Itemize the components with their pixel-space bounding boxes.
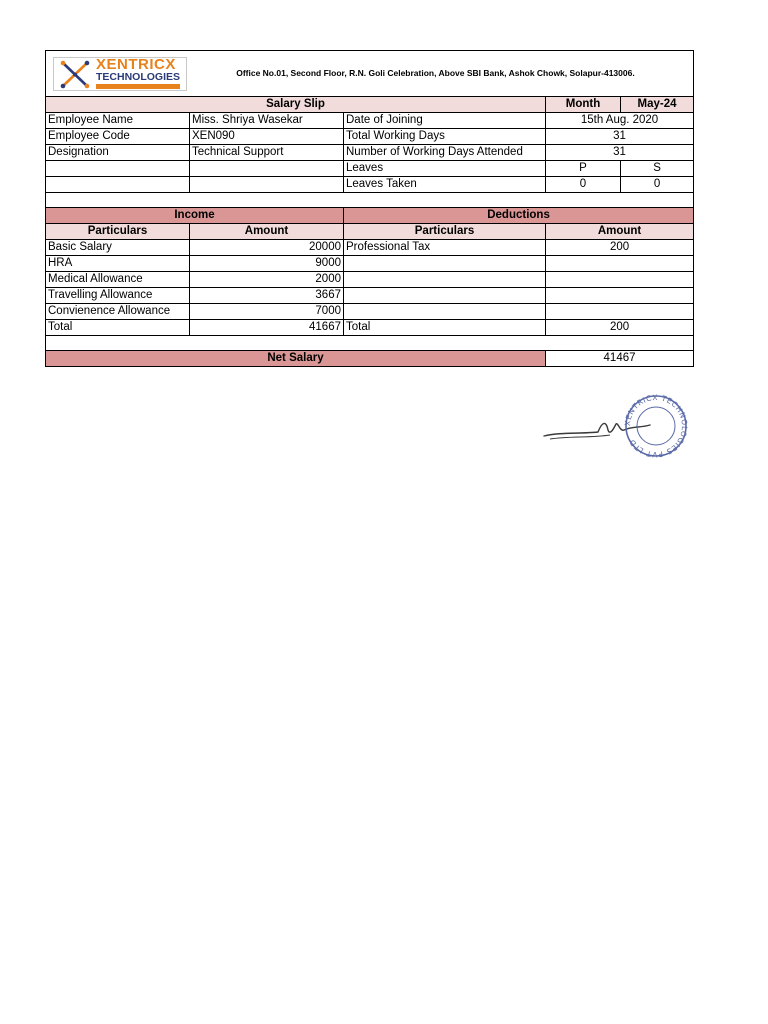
income-amount: 2000 <box>190 272 344 288</box>
section-heading-row <box>46 208 694 224</box>
logo-strip <box>96 84 180 89</box>
date-of-joining-label: Date of Joining <box>344 113 546 129</box>
income-amount-header: Amount <box>190 224 344 240</box>
employee-row <box>46 145 694 161</box>
signature-icon <box>544 423 650 436</box>
empty-cell <box>46 161 190 177</box>
spacer-row <box>46 193 694 208</box>
salary-slip-table <box>45 50 694 367</box>
total-working-days-label: Total Working Days <box>344 129 546 145</box>
stamp-text: XENTRICX TECHNOLOGIES PVT LTD <box>622 392 690 460</box>
income-particular: HRA <box>46 256 190 272</box>
employee-row <box>46 177 694 193</box>
deductions-amount-header: Amount <box>546 224 694 240</box>
employee-code-value: XEN090 <box>190 129 344 145</box>
deduction-particular <box>344 256 546 272</box>
company-logo <box>53 57 187 91</box>
income-total-label: Total <box>46 320 190 336</box>
total-working-days-value: 31 <box>546 129 694 145</box>
table-row <box>46 304 694 320</box>
company-stamp-icon <box>623 393 689 459</box>
empty-cell <box>190 161 344 177</box>
leaves-taken-label: Leaves Taken <box>344 177 546 193</box>
employee-row <box>46 113 694 129</box>
table-row <box>46 240 694 256</box>
totals-row <box>46 320 694 336</box>
deduction-amount <box>546 304 694 320</box>
signature-and-stamp <box>540 392 695 462</box>
income-particular: Basic Salary <box>46 240 190 256</box>
deduction-particular <box>344 288 546 304</box>
net-salary-label: Net Salary <box>46 351 546 367</box>
empty-cell <box>46 177 190 193</box>
income-particulars-header: Particulars <box>46 224 190 240</box>
deduction-particular <box>344 272 546 288</box>
svg-text:XENTRICX TECHNOLOGIES PVT LTD <box>623 393 689 459</box>
income-heading: Income <box>46 208 344 224</box>
table-row <box>46 256 694 272</box>
deduction-amount <box>546 288 694 304</box>
logo-cross-icon <box>58 59 92 89</box>
income-particular: Medical Allowance <box>46 272 190 288</box>
days-attended-label: Number of Working Days Attended <box>344 145 546 161</box>
signature-stamp-graphic <box>540 392 695 462</box>
month-value: May-24 <box>621 97 694 113</box>
employee-name-value: Miss. Shriya Wasekar <box>190 113 344 129</box>
income-amount: 7000 <box>190 304 344 320</box>
employee-code-label: Employee Code <box>46 129 190 145</box>
income-particular: Travelling Allowance <box>46 288 190 304</box>
slip-title: Salary Slip <box>46 97 546 113</box>
designation-value: Technical Support <box>190 145 344 161</box>
deductions-particulars-header: Particulars <box>344 224 546 240</box>
income-particular: Convienence Allowance <box>46 304 190 320</box>
salary-slip-sheet <box>45 50 693 367</box>
company-header <box>46 51 694 97</box>
deduction-particular: Professional Tax <box>344 240 546 256</box>
title-row <box>46 97 694 113</box>
logo-subtitle: TECHNOLOGIES <box>96 71 181 83</box>
net-salary-row <box>46 351 694 367</box>
income-amount: 3667 <box>190 288 344 304</box>
leaves-taken-s: 0 <box>621 177 694 193</box>
column-header-row <box>46 224 694 240</box>
spacer-row <box>46 336 694 351</box>
employee-row <box>46 161 694 177</box>
company-address: Office No.01, Second Floor, R.N. Goli Celebration, Above SBI Bank, Ashok Chowk, Solapur-413006. <box>236 68 635 78</box>
month-label: Month <box>546 97 621 113</box>
deductions-total-value: 200 <box>546 320 694 336</box>
income-total-value: 41667 <box>190 320 344 336</box>
leaves-s-header: S <box>621 161 694 177</box>
deduction-amount: 200 <box>546 240 694 256</box>
empty-cell <box>190 177 344 193</box>
employee-name-label: Employee Name <box>46 113 190 129</box>
leaves-label: Leaves <box>344 161 546 177</box>
deductions-total-label: Total <box>344 320 546 336</box>
income-amount: 20000 <box>190 240 344 256</box>
income-amount: 9000 <box>190 256 344 272</box>
table-row <box>46 288 694 304</box>
logo-name: XENTRICX <box>96 56 176 73</box>
date-of-joining-value: 15th Aug. 2020 <box>546 113 694 129</box>
leaves-p-header: P <box>546 161 621 177</box>
deduction-amount <box>546 272 694 288</box>
designation-label: Designation <box>46 145 190 161</box>
deduction-amount <box>546 256 694 272</box>
deductions-heading: Deductions <box>344 208 694 224</box>
employee-row <box>46 129 694 145</box>
table-row <box>46 272 694 288</box>
days-attended-value: 31 <box>546 145 694 161</box>
company-header-row <box>46 51 694 97</box>
leaves-taken-p: 0 <box>546 177 621 193</box>
deduction-particular <box>344 304 546 320</box>
net-salary-value: 41467 <box>546 351 694 367</box>
